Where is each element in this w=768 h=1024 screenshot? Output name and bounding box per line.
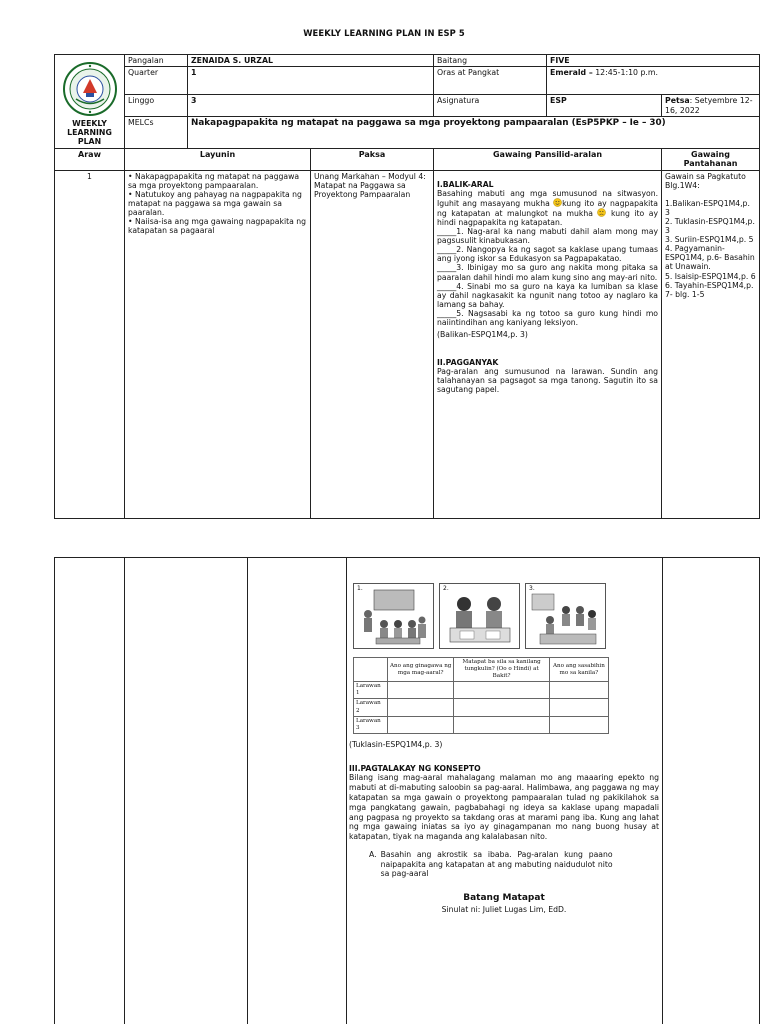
balik-item: _____2. Nangopya ka ng sagot sa kaklase upang tumaas ang iyong iskor sa Edukasyon sa Pagpapakatao.	[437, 245, 659, 264]
item-a-marker: A.	[369, 849, 377, 859]
weekly-learning-plan-label: WEEKLY LEARNING PLAN	[67, 119, 112, 146]
happy-face-icon	[553, 199, 562, 208]
paksa-cell-p2	[248, 558, 347, 1024]
larawan-answer-cell[interactable]	[454, 699, 549, 716]
larawan-table	[353, 657, 609, 734]
balik-aral-title: I.BALIK-ARAL	[437, 179, 494, 189]
asignatura-value: ESP	[547, 95, 662, 117]
larawan-table-corner	[354, 658, 388, 682]
gawaing-pantahanan-cell-p2	[663, 558, 760, 1024]
balik-item: _____3. Ibinigay mo sa guro ang nakita mong pitaka sa paaralan dahil hindi mo alam kung sino ang may-ari nito.	[437, 263, 659, 282]
quarter-value: 1	[188, 67, 434, 95]
pantahanan-item: 4. Pagyamanin-ESPQ1M4, p.6- Basahin at Unawain.	[665, 244, 755, 272]
larawan-answer-cell[interactable]	[388, 699, 454, 716]
petsa-cell	[662, 95, 760, 117]
learning-plan-table	[54, 54, 760, 519]
balik-aral-intro	[437, 189, 658, 227]
balik-intro-b: kung ito ay nagpapakita ng katapatan at malungkot na mukha	[437, 198, 659, 218]
oras-time: 12:45-1:10 p.m.	[592, 68, 658, 78]
petsa-label: Petsa	[665, 96, 690, 106]
larawan-answer-cell[interactable]	[454, 716, 549, 733]
poem-title: Batang Matapat	[463, 893, 545, 904]
pantahanan-item: 6. Tayahin-ESPQ1M4,p. 7- blg. 1-5	[665, 280, 754, 299]
page-two-table	[54, 557, 760, 1024]
layunin-cell	[125, 170, 311, 518]
linggo-value: 3	[188, 95, 434, 117]
gawaing-pansilid-cell-p2	[347, 558, 663, 1024]
araw-cell-p2	[55, 558, 125, 1024]
baitang-label: Baitang	[434, 55, 547, 67]
larawan-table-header: Ano ang ginagawa ng mga mag-aaral?	[388, 658, 454, 682]
layunin-item: • Natutukoy ang pahayag na nagpapakita ng matapat na paggawa sa mga gawain sa paaralan.	[128, 189, 302, 218]
larawan-answer-cell[interactable]	[388, 682, 454, 699]
col-gawaing-pantahanan: Gawaing Pantahanan	[662, 148, 760, 170]
paksa-cell: Unang Markahan – Modyul 4: Matapat na Paggawa sa Proyektong Pampaaralan	[311, 170, 434, 518]
pagtalakay-text: Bilang isang mag-aaral mahalagang malaman mo ang maaaring epekto ng mabuti at di-mabuting saloobin sa pag-aaral. Halimbawa, ang paggawa ng may katapatan sa mga gawain o proyektong pampaaralan tulad ng pakikilahok sa mga pangkatang gawain, pagbabahagi ng ideya sa kaklase upang mapadali ang pagpasa ng proyekto sa takdang oras at marami pang iba. Kung ang lahat ng mga gawaing iniatas sa iyo ay ginagampanan mo nang buong husay at katapatan, tiyak na maganda ang kalalabasan nito.	[349, 773, 659, 842]
col-gawaing-pansilid: Gawaing Pansilid-aralan	[434, 148, 662, 170]
school-logo-cell	[55, 55, 125, 149]
document-title: WEEKLY LEARNING PLAN IN ESP 5	[303, 28, 465, 38]
layunin-cell-p2	[125, 558, 248, 1024]
baitang-value: FIVE	[547, 55, 760, 67]
pantahanan-item: 3. Suriin-ESPQ1M4,p. 5	[665, 235, 754, 245]
asignatura-label: Asignatura	[434, 95, 547, 117]
balik-item: _____5. Nagsasabi ka ng totoo sa guro kung hindi mo naiintindihan ang kaniyang leksiyon.	[437, 308, 659, 327]
item-a	[369, 850, 659, 879]
classroom-picture-3	[525, 583, 606, 649]
pangalan-label: Pangalan	[125, 55, 188, 67]
balik-item: _____4. Sinabi mo sa guro na kaya ka lumiban sa klase ay dahil nagkasakit ka ngunit nang totoo ay naglaro ka lamang sa bahay.	[437, 281, 659, 309]
col-araw: Araw	[55, 148, 125, 170]
classroom-picture-2	[439, 583, 520, 649]
gawaing-pansilid-cell	[434, 170, 662, 518]
pantahanan-item: 1.Balikan-ESPQ1M4,p. 3	[665, 198, 750, 217]
larawan-answer-cell[interactable]	[549, 716, 608, 733]
balik-intro-c: kung ito ay hindi nagpapakita ng katapatan.	[437, 208, 658, 228]
larawan-table-header: Ano ang sasabihin mo sa kanila?	[549, 658, 608, 682]
picture-number: 3.	[529, 585, 535, 592]
pantahanan-intro: Gawain sa Pagkatuto Blg.1W4:	[665, 171, 746, 190]
balik-intro-a: Basahing mabuti ang mga sumusunod na sitwasyon. Iguhit ang masayang mukha	[437, 188, 659, 208]
oras-value	[547, 67, 760, 95]
layunin-item: • Naiisa-isa ang mga gawaing nagpapakita ng katapatan sa pagaaral	[128, 217, 306, 236]
gawaing-pantahanan-cell	[662, 170, 760, 518]
balik-item: _____1. Nag-aral ka nang mabuti dahil alam mong may pagsusulit kinabukasan.	[437, 227, 659, 246]
layunin-item: • Nakapagpapakita ng matapat na paggawa sa mga proyektong pampaaralan.	[128, 171, 300, 190]
larawan-row-label: Larawan 1	[354, 682, 388, 699]
classroom-picture-1	[353, 583, 434, 649]
larawan-row-label: Larawan 2	[354, 699, 388, 716]
melcs-value: Nakapagpapakita ng matapat na paggawa sa mga proyektong pampaaralan (EsP5PKP – Ie – 30)	[188, 117, 760, 149]
quarter-label: Quarter	[125, 67, 188, 95]
balik-reference: (Balikan-ESPQ1M4,p. 3)	[437, 329, 528, 339]
pagganyak-text: Pag-aralan ang sumusunod na larawan. Sundin ang talahanayan sa pagsagot sa mga tanong. Sagutin ito sa sagutang papel.	[437, 367, 659, 395]
petsa-value: : Setyembre 12-16, 2022	[665, 96, 753, 115]
col-layunin: Layunin	[125, 148, 311, 170]
araw-cell: 1	[55, 170, 125, 518]
item-a-text: Basahin ang akrostik sa ibaba. Pag-aralan kung paano naipapakita ang katapatan at ang mabuting naidudulot nito sa pag-aaral	[380, 849, 613, 879]
melcs-label	[125, 117, 188, 149]
larawan-row-label: Larawan 3	[354, 716, 388, 733]
picture-number: 2.	[443, 585, 449, 592]
school-seal-logo	[62, 60, 118, 118]
larawan-answer-cell[interactable]	[388, 716, 454, 733]
larawan-answer-cell[interactable]	[549, 699, 608, 716]
melcs-label-text: MELCs	[128, 118, 154, 128]
oras-label: Oras at Pangkat	[434, 67, 547, 95]
pangalan-value: ZENAIDA S. URZAL	[188, 55, 434, 67]
pagganyak-title: II.PAGGANYAK	[437, 358, 499, 368]
poem-author: Sinulat ni: Juliet Lugas Lim, EdD.	[441, 904, 567, 914]
col-paksa: Paksa	[311, 148, 434, 170]
pantahanan-item: 2. Tuklasin-ESPQ1M4,p. 3	[665, 217, 755, 236]
pantahanan-item: 5. Isaisip-ESPQ1M4,p. 6	[665, 271, 756, 281]
larawan-table-header: Matapat ba sila sa kanilang tungkulin? (Oo o Hindi) at Bakit?	[454, 658, 549, 682]
larawan-answer-cell[interactable]	[549, 682, 608, 699]
pagtalakay-title: III.PAGTALAKAY NG KONSEPTO	[349, 763, 481, 773]
tuklasin-reference: (Tuklasin-ESPQ1M4,p. 3)	[349, 739, 443, 749]
picture-strip	[353, 583, 659, 649]
linggo-label: Linggo	[125, 95, 188, 117]
oras-section: Emerald –	[550, 68, 593, 78]
picture-number: 1.	[357, 585, 363, 592]
larawan-answer-cell[interactable]	[454, 682, 549, 699]
